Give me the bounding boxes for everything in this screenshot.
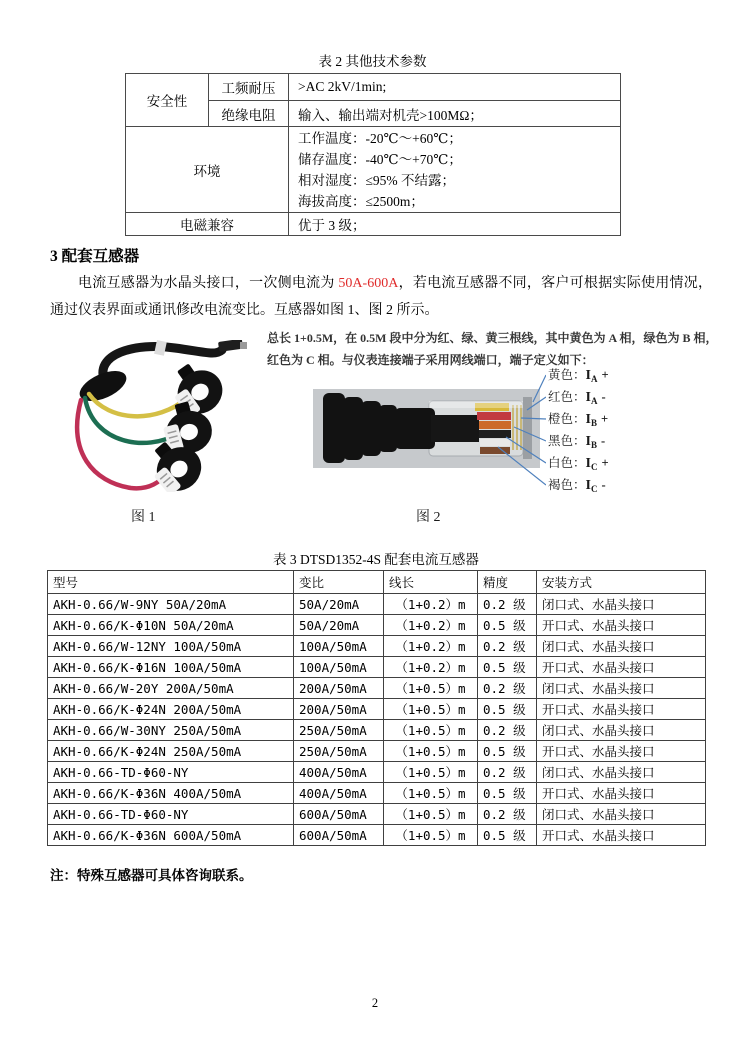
cell-mounting: 闭口式、水晶头接口: [537, 762, 706, 783]
cell-mounting: 闭口式、水晶头接口: [537, 720, 706, 741]
col-header-accuracy: 精度: [478, 571, 537, 594]
table-row: [48, 594, 706, 615]
cell-accuracy: 0.2 级: [478, 720, 537, 741]
cell-mounting: 开口式、水晶头接口: [537, 783, 706, 804]
env-working-temperature: 工作温度：-20℃～+60℃；: [298, 130, 462, 146]
polarity-sign: -: [600, 434, 606, 448]
cell-accuracy: 0.5 级: [478, 783, 537, 804]
terminal-color-name: 黑色：: [548, 434, 586, 448]
phase-subscript: A: [590, 396, 598, 406]
cell-model: AKH-0.66/W-30NY 250A/50mA: [48, 720, 294, 741]
figure2-caption: 图 2: [416, 510, 441, 525]
cell-ratio: 250A/50mA: [294, 741, 384, 762]
cell-model: AKH-0.66/W-9NY 50A/20mA: [48, 594, 294, 615]
terminal-label-yellow: [548, 367, 609, 383]
phase-subscript: B: [590, 440, 597, 450]
table-row: [48, 636, 706, 657]
cell-model: AKH-0.66/K-Φ24N 250A/50mA: [48, 741, 294, 762]
col-header-model: 型号: [48, 571, 294, 594]
current-symbol: I: [585, 478, 591, 493]
terminal-color-name: 褐色：: [548, 478, 586, 492]
table2-cell-environment: 环境: [126, 127, 289, 213]
cell-mounting: 闭口式、水晶头接口: [537, 594, 706, 615]
table2-other-technical-parameters: [125, 73, 621, 236]
cell-accuracy: 0.5 级: [478, 825, 537, 846]
footnote: 注：特殊互感器可具体咨询联系。: [50, 868, 253, 883]
phase-subscript: B: [590, 418, 597, 428]
cell-accuracy: 0.5 级: [478, 615, 537, 636]
page-number: 2: [371, 996, 379, 1010]
table2-cell-insulation-resistance-label: 绝缘电阻: [209, 101, 289, 127]
figure-intro-text: 总长 1+0.5M，在 0.5M 段中分为红、绿、黄三根线，其中黄色为 A 相，绿色为 B 相，红色为 C 相。与仪表连接端子采用网线端口，端子定义如下：: [267, 331, 718, 367]
cell-wire-length: （1+0.5）m: [384, 720, 478, 741]
section-heading: 3 配套互感器: [50, 248, 140, 265]
cell-wire-length: （1+0.2）m: [384, 594, 478, 615]
cell-mounting: 开口式、水晶头接口: [537, 657, 706, 678]
cell-ratio: 50A/20mA: [294, 594, 384, 615]
env-relative-humidity: 相对湿度：≤95% 不结露；: [298, 172, 456, 188]
cell-wire-length: （1+0.5）m: [384, 825, 478, 846]
gold-contact: [520, 405, 522, 450]
terminal-label-orange: [548, 411, 608, 427]
table3-matching-current-transformers: [47, 570, 706, 846]
cell-accuracy: 0.5 级: [478, 699, 537, 720]
cell-wire-length: （1+0.2）m: [384, 615, 478, 636]
cell-model: AKH-0.66/W-12NY 100A/50mA: [48, 636, 294, 657]
cell-ratio: 200A/50mA: [294, 699, 384, 720]
cell-mounting: 开口式、水晶头接口: [537, 825, 706, 846]
gold-contact: [512, 405, 514, 450]
cell-model: AKH-0.66-TD-Φ60-NY: [48, 762, 294, 783]
cell-mounting: 开口式、水晶头接口: [537, 741, 706, 762]
env-storage-temperature: 储存温度：-40℃～+70℃；: [298, 151, 462, 167]
table2-cell-withstand-voltage-label: 工频耐压: [209, 74, 289, 101]
polarity-sign: +: [600, 412, 609, 426]
current-symbol: I: [585, 390, 591, 405]
cell-wire-length: （1+0.2）m: [384, 657, 478, 678]
table-row: [48, 699, 706, 720]
table-row: [48, 804, 706, 825]
cell-accuracy: 0.2 级: [478, 678, 537, 699]
cell-ratio: 250A/50mA: [294, 720, 384, 741]
wire-stripe-white: [480, 439, 510, 446]
table-row: [48, 678, 706, 699]
cell-accuracy: 0.2 级: [478, 804, 537, 825]
polarity-sign: -: [601, 478, 606, 492]
table2-title: 表 2 其他技术参数: [318, 54, 427, 69]
cell-accuracy: 0.5 级: [478, 741, 537, 762]
figure1-caption: 图 1: [131, 510, 156, 525]
table-row: [48, 657, 706, 678]
crystal-highlight: [429, 401, 523, 408]
current-symbol: I: [585, 412, 591, 427]
cell-wire-length: （1+0.2）m: [384, 636, 478, 657]
terminal-color-name: 白色：: [548, 456, 586, 470]
plug-contact: [240, 342, 247, 349]
current-symbol: I: [585, 456, 591, 471]
cell-model: AKH-0.66/K-Φ36N 400A/50mA: [48, 783, 294, 804]
table2-cell-withstand-voltage-value: >AC 2kV/1min;: [289, 74, 621, 101]
table-row: [48, 720, 706, 741]
phase-subscript: A: [590, 374, 598, 384]
table2-cell-environment-values: [289, 127, 621, 213]
gold-contact: [516, 405, 518, 450]
cell-mounting: 闭口式、水晶头接口: [537, 636, 706, 657]
cable-boot-rib: [343, 397, 363, 460]
cell-ratio: 100A/50mA: [294, 636, 384, 657]
cell-mounting: 闭口式、水晶头接口: [537, 804, 706, 825]
polarity-sign: -: [601, 390, 606, 404]
connector-front-tab: [523, 397, 532, 459]
cable-sleeve: [395, 408, 435, 449]
wire-stripe-red: [477, 412, 511, 420]
phase-subscript: C: [590, 462, 598, 472]
table3-title: 表 3 DTSD1352-4S 配套电流互感器: [273, 552, 479, 567]
cell-accuracy: 0.2 级: [478, 762, 537, 783]
table-row: [48, 783, 706, 804]
cell-model: AKH-0.66/K-Φ36N 600A/50mA: [48, 825, 294, 846]
table2-cell-emc-value: 优于 3 级；: [289, 213, 621, 236]
cell-ratio: 400A/50mA: [294, 783, 384, 804]
cell-ratio: 600A/50mA: [294, 804, 384, 825]
terminal-color-name: 红色：: [548, 390, 586, 404]
cell-accuracy: 0.2 级: [478, 594, 537, 615]
cell-wire-length: （1+0.5）m: [384, 678, 478, 699]
cell-ratio: 600A/50mA: [294, 825, 384, 846]
cell-mounting: 闭口式、水晶头接口: [537, 678, 706, 699]
cell-model: AKH-0.66/K-Φ10N 50A/20mA: [48, 615, 294, 636]
figure1-ct-harness-photo: [65, 340, 300, 492]
cell-model: AKH-0.66/K-Φ16N 100A/50mA: [48, 657, 294, 678]
cell-model: AKH-0.66/K-Φ24N 200A/50mA: [48, 699, 294, 720]
cell-mounting: 开口式、水晶头接口: [537, 615, 706, 636]
current-symbol: I: [585, 368, 591, 383]
col-header-mounting: 安装方式: [537, 571, 706, 594]
cable-boot-rib: [361, 401, 381, 456]
cell-accuracy: 0.5 级: [478, 657, 537, 678]
cable-boot-rib: [379, 405, 397, 452]
table-row: [48, 762, 706, 783]
terminal-color-name: 黄色：: [548, 368, 586, 382]
cable-inside-connector: [431, 415, 479, 442]
current-range-highlight: 50A-600A: [338, 276, 399, 291]
cell-wire-length: （1+0.5）m: [384, 762, 478, 783]
col-header-wire-length: 线长: [384, 571, 478, 594]
terminal-color-name: 橙色：: [548, 412, 586, 426]
cell-ratio: 200A/50mA: [294, 678, 384, 699]
table2-cell-insulation-resistance-value: 输入、输出端对机壳>100MΩ；: [289, 101, 621, 127]
table-row: [48, 741, 706, 762]
cell-wire-length: （1+0.5）m: [384, 804, 478, 825]
cell-accuracy: 0.2 级: [478, 636, 537, 657]
current-symbol: I: [585, 434, 591, 449]
cell-wire-length: （1+0.5）m: [384, 741, 478, 762]
cell-model: AKH-0.66/W-20Y 200A/50mA: [48, 678, 294, 699]
terminal-label-red: [548, 389, 606, 405]
table-row: [48, 615, 706, 636]
cell-ratio: 100A/50mA: [294, 657, 384, 678]
table-row: [48, 825, 706, 846]
table3-header-row: [48, 571, 706, 594]
rj45-plug: [218, 340, 243, 352]
cell-wire-length: （1+0.5）m: [384, 699, 478, 720]
cell-mounting: 开口式、水晶头接口: [537, 699, 706, 720]
figure2-rj45-connector-photo: [313, 389, 540, 468]
phase-subscript: C: [590, 484, 598, 494]
terminal-label-black: [548, 433, 605, 449]
cell-wire-length: （1+0.5）m: [384, 783, 478, 804]
table2-cell-emc: 电磁兼容: [126, 213, 289, 236]
paragraph-text-before: 电流互感器为水晶头接口，一次侧电流为: [78, 276, 339, 291]
table2-cell-safety: 安全性: [126, 74, 209, 127]
cell-model: AKH-0.66-TD-Φ60-NY: [48, 804, 294, 825]
cell-ratio: 400A/50mA: [294, 762, 384, 783]
wire-stripe-black: [479, 430, 511, 438]
paragraph-text-after: ，若电流互感器不同，客户可根据实际使用情况，通过仪表界面或通讯修改电流变比。互感器如图 1、图 2 所示。: [50, 276, 713, 318]
cable-boot: [323, 393, 345, 463]
cell-ratio: 50A/20mA: [294, 615, 384, 636]
polarity-sign: +: [601, 368, 609, 382]
wire-stripe-orange: [479, 421, 511, 429]
polarity-sign: +: [601, 456, 609, 470]
terminal-label-brown: [548, 477, 606, 493]
env-altitude: 海拔高度：≤2500m；: [298, 193, 424, 209]
section-paragraph: [50, 270, 712, 324]
wire-stripe-brown: [480, 447, 510, 454]
col-header-ratio: 变比: [294, 571, 384, 594]
terminal-label-white: [548, 455, 609, 471]
